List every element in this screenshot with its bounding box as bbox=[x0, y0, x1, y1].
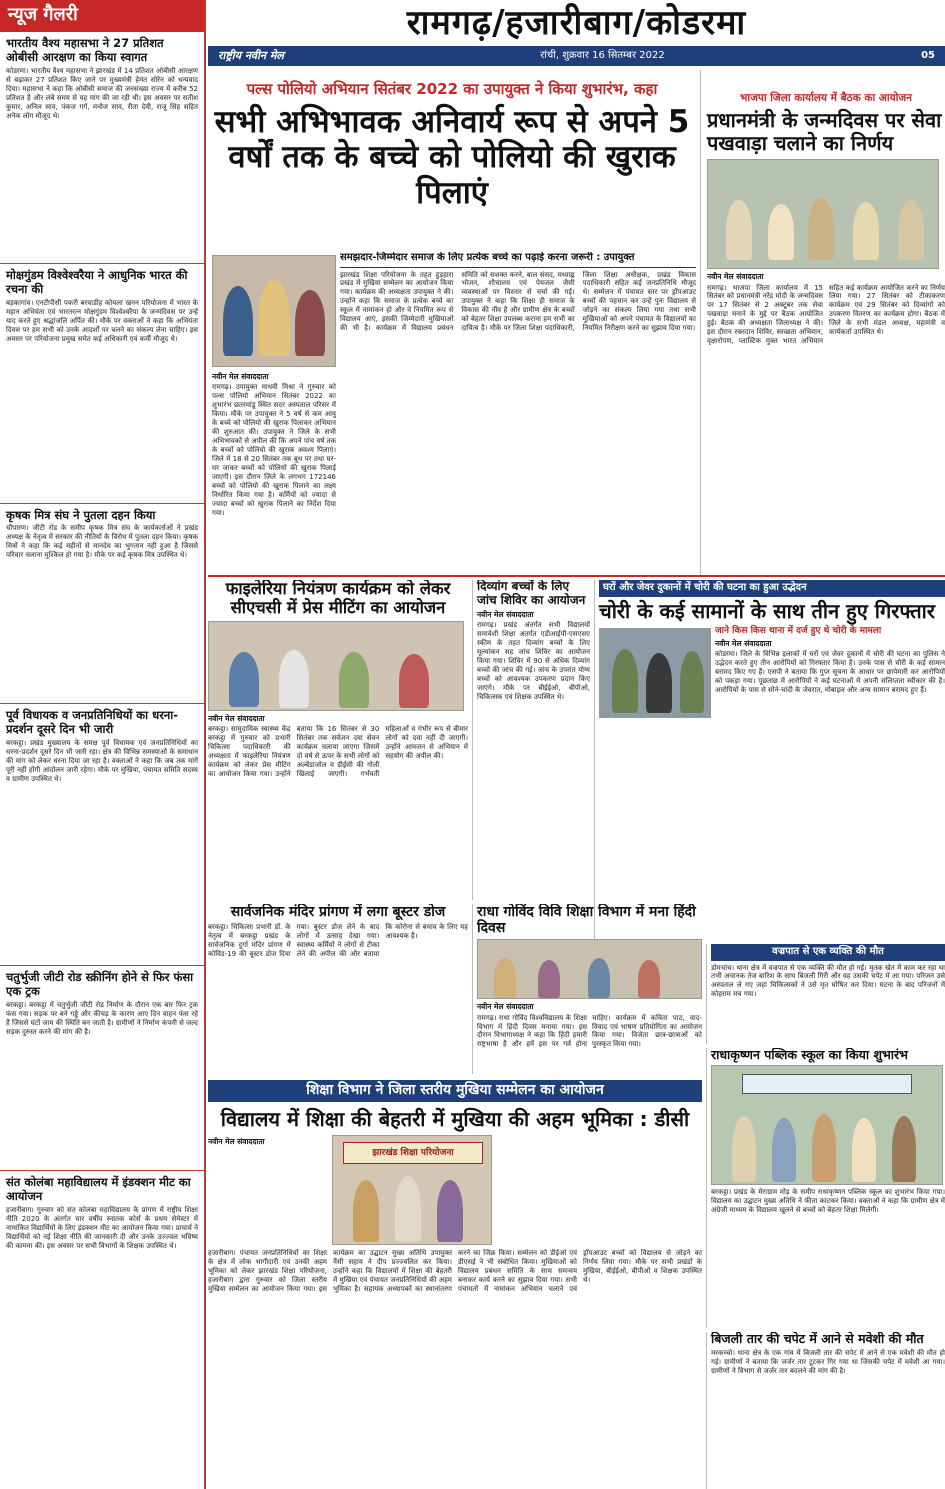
photo-figure bbox=[229, 652, 259, 707]
photo-figure bbox=[494, 958, 516, 998]
press-meeting-photo bbox=[208, 621, 464, 711]
hindi-day-body: रामगढ़। राधा गोविंद विश्वविद्यालय के शिक्षा विभाग में हिंदी दिवस मनाया गया। इस दौरान विभागाध्यक्ष ने कहा कि हिंदी हमारी राष्ट्रभाषा है और हमें इस पर गर्व होना चाहिए। कार्यक्रम में कविता पाठ, वाद-विवाद एवं भाषण प्रतियोगिता का आयोजन किया गया। विजेता छात्र-छात्राओं को पुरस्कृत किया गया। bbox=[477, 1013, 702, 1049]
left-story bbox=[0, 966, 204, 1171]
school-photo bbox=[711, 1065, 943, 1185]
left-story-body: हजारीबाग। गुरुवार को संत कोलंबा महाविद्यालय के प्रांगण में राष्ट्रीय शिक्षा नीति 2020 के अंतर्गत चार वर्षीय स्नातक कोर्स के प्रथम सेमेस्टर में नामांकित विद्यार्थियों के लिए इंडक्शन मीट का आयोजन किया गया। प्राचार्य ने विद्यार्थियों को नई शिक्षा नीति की जानकारी दी और उनके उज्ज्वल भविष्य की कामना की। इस अवसर पर सभी विभागों के शिक्षक उपस्थित थे। bbox=[6, 1205, 198, 1250]
photo-figure bbox=[399, 654, 429, 708]
news-gallery-column bbox=[0, 0, 206, 1489]
hindi-day-headline: राधा गोविंद विवि शिक्षा विभाग में मना हिंदी दिवस bbox=[477, 904, 696, 937]
lead-byline: नवीन मेल संवाददाता bbox=[212, 372, 269, 381]
left-story bbox=[0, 504, 204, 704]
photo-figure bbox=[638, 960, 660, 998]
left-story-body: बरकट्ठा। बरकट्ठा में चतुर्भुजी जीटी रोड निर्माण के दौरान एक बार फिर ट्रक फंस गया। सड़क पर बने गड्ढे और कीचड़ के कारण आए दिन वाहन फंस रहे हैं जिससे घंटों जाम की स्थिति बन जाती है। ग्रामीणों ने निर्माण कंपनी से जल्द सड़क दुरुस्त करने की मांग की है। bbox=[6, 1000, 198, 1036]
theft-body: कोडरमा। जिले के विभिन्न इलाकों में घरों एवं जेवर दुकानों में चोरी की घटना का पुलिस ने उद्भेदन करते हुए तीन आरोपियों को गिरफ्तार किया है। उनके पास से चोरी के कई सामान बरामद किए गए हैं। एसपी ने बताया कि गुप्त सूचना के आधार पर छापेमारी कर आरोपियों को पकड़ा गया। पूछताछ में आरोपियों ने कई घटनाओं में अपनी संलिप्तता स्वीकार की है। आरोपियों के पास से सोने-चांदी के जेवरात, मोबाइल और अन्य सामान बरामद हुए हैं। bbox=[715, 650, 945, 694]
booster-story bbox=[208, 904, 468, 1074]
photo-figure bbox=[646, 653, 672, 713]
pm-birthday-story bbox=[700, 70, 945, 575]
polio-photo bbox=[212, 255, 336, 367]
theft-story bbox=[594, 580, 945, 940]
photo-figure bbox=[898, 200, 924, 260]
divyang-body: रामगढ़। प्रखंड अंतर्गत सभी विद्यालयों समावेशी शिक्षा अंतर्गत एडीआईपी-एसएसए स्कीम के तहत दिव्यांग बच्चों के लिए मूल्यांकन सह जांच शिविर का आयोजन किया गया। शिविर में 90 से अधिक दिव्यांग बच्चों की जांच की गई। जांच के उपरांत योग्य बच्चों को आवश्यक उपकरण प्रदान किए जाएंगे। मौके पर बीईईओ, बीपीओ, चिकित्सक एवं शिक्षक उपस्थित थे। bbox=[477, 620, 590, 701]
divyang-headline: दिव्यांग बच्चों के लिए जांच शिविर का आयोजन bbox=[477, 580, 586, 607]
mukhiya-col bbox=[208, 1135, 326, 1245]
education-story bbox=[340, 252, 696, 572]
electric-story bbox=[706, 1332, 945, 1489]
pm-body: रामगढ़। भाजपा जिला कार्यालय में 15 सितंबर को प्रधानमंत्री नरेंद्र मोदी के जन्मदिवस पर 17 सितंबर से 2 अक्टूबर तक सेवा पखवाड़ा मनाने के मुद्दे पर बैठक आयोजित हुई। बैठक की अध्यक्षता जिलाध्यक्ष ने की। इस दौरान रक्तदान शिविर, स्वच्छता अभियान, वृक्षारोपण, प्लास्टिक मुक्त भारत अभियान सहित कई कार्यक्रम आयोजित करने का निर्णय लिया गया। 27 सितंबर को टीकाकरण कार्यक्रम एवं 29 सितंबर को दिव्यांगों को उपकरण वितरण का कार्यक्रम होगा। बैठक में जिले के सभी मंडल अध्यक्ष, महामंत्री व कार्यकर्ता उपस्थित थे। bbox=[707, 283, 945, 346]
left-story-body: बड़कागांव। एनटीपीसी पकरी बरवाडीह कोयला खनन परियोजना में भारत के महान अभियंता एवं भारतरत्न मोक्षगुंडम विश्वेश्वरैया के जन्मदिवस पर उन्हें याद करते हुए श्रद्धांजलि अर्पित की। मौके पर वक्ताओं ने कहा कि अभियंता दिवस पर हम सभी को उनके आदर्शों पर चलने का संकल्प लेना चाहिए। इस अवसर पर परियोजना प्रमुख समेत कई अधिकारी एवं कर्मी मौजूद थे। bbox=[6, 298, 198, 343]
filaria-body: बरकट्ठा। सामुदायिक स्वास्थ्य केंद्र बरकट्ठा में गुरुवार को प्रभारी चिकित्सा पदाधिकारी की अध्यक्षता में फाइलेरिया नियंत्रण कार्यक्रम को लेकर प्रेस मीटिंग का आयोजन किया गया। उन्होंने बताया कि 16 सितंबर से 30 सितंबर तक सर्वजन दवा सेवन कार्यक्रम चलाया जाएगा जिसमें दो वर्ष से ऊपर के सभी लोगों को अल्बेंडाजोल व डीईसी की गोली खिलाई जाएगी। गर्भवती महिलाओं व गंभीर रूप से बीमार लोगों को दवा नहीं दी जाएगी। उन्होंने आमजन से अभियान में सहयोग की अपील की। bbox=[208, 725, 468, 779]
theft-sub-kicker: जाने किस किस थाना में दर्ज हुए थे चोरी के मामला bbox=[715, 625, 882, 636]
hindi-day-byline: नवीन मेल संवाददाता bbox=[477, 1002, 534, 1012]
education-body: झारखंड शिक्षा परियोजना के तहत हुड़हारा प्रखंड में मुखिया सम्मेलन का आयोजन किया गया। कार्यक्रम की अध्यक्षता उपायुक्त ने की। उन्होंने कहा कि समाज के प्रत्येक बच्चे का स्कूल में नामांकन हो और वे नियमित रूप से विद्यालय आएं, इसकी जिम्मेदारी मुखियाओं की भी है। कार्यक्रम में विद्यालय प्रबंधन समिति को सशक्त करने, बाल संसद, मध्याह्न भोजन, शौचालय एवं पेयजल जैसी व्यवस्थाओं पर विस्तार से चर्चा की गई। उपायुक्त ने कहा कि शिक्षा ही समाज के विकास की नींव है और ग्रामीण क्षेत्र के बच्चों को बेहतर शिक्षा उपलब्ध कराना हम सभी का दायित्व है। मौके पर जिला शिक्षा पदाधिकारी, जिला शिक्षा अधीक्षक, प्रखंड विकास पदाधिकारी सहित कई जनप्रतिनिधि मौजूद थे। सम्मेलन में पंचायत स्तर पर ड्रॉपआउट बच्चों की पहचान कर उन्हें पुनः विद्यालय से जोड़ने का संकल्प लिया गया तथा सभी मुखियाओं को अपने पंचायत के विद्यालयों का नियमित निरीक्षण करने का सुझाव दिया गया। bbox=[340, 270, 696, 333]
left-story-headline: भारतीय वैश्य महासभा ने 27 प्रतिशत ओबीसी आरक्षण का किया स्वागत bbox=[6, 36, 164, 65]
main-page bbox=[208, 0, 945, 1489]
hindi-day-photo bbox=[477, 939, 702, 999]
photo-figure bbox=[892, 1116, 916, 1182]
mukhiya-content bbox=[208, 1135, 702, 1245]
electric-body: मरकच्चो। थाना क्षेत्र के एक गांव में बिजली तार की चपेट में आने से एक मवेशी की मौत हो गई। ग्रामीणों ने बताया कि जर्जर तार टूटकर गिर गया था जिसकी चपेट में मवेशी आ गया। ग्रामीणों ने विभाग से जर्जर तार बदलने की मांग की है। bbox=[711, 1349, 945, 1376]
bjp-meeting-photo bbox=[707, 159, 939, 269]
electric-headline: बिजली तार की चपेट में आने से मवेशी की मौत bbox=[711, 1332, 924, 1346]
photo-figure bbox=[808, 198, 834, 260]
left-story-headline: मोक्षगुंडम विश्वेश्वरैया ने आधुनिक भारत की रचना की bbox=[6, 268, 188, 297]
mukhiya-photo bbox=[332, 1135, 492, 1245]
photo-figure bbox=[395, 1176, 421, 1242]
theft-byline: नवीन मेल संवाददाता bbox=[715, 638, 772, 648]
left-story-headline: पूर्व विधायक व जनप्रतिनिधियों का धरना-प्रदर्शन दूसरे दिन भी जारी bbox=[6, 708, 179, 737]
death-kicker: वज्रपात से एक व्यक्ति की मौत bbox=[711, 944, 945, 961]
mukhiya-banner: झारखंड शिक्षा परियोजना bbox=[343, 1142, 483, 1164]
region-title: रामगढ़/हजारीबाग/कोडरमा bbox=[406, 2, 747, 43]
left-story-body: कोडरमा। भारतीय वैश्य महासभा ने झारखंड में 14 प्रतिशत ओबीसी आरक्षण से बढ़ाकर 27 प्रतिशत किए जाने पर मुख्यमंत्री हेमंत सोरेन को धन्यवाद दिया। महासभा ने कहा कि ओबीसी समाज की जनसंख्या राज्य में करीब 52 प्रतिशत है और लंबे समय से यह मांग की जा रही थी। इस अवसर पर सतीश कुमार, अनिल साव, पंकज गर्ग, मनोज साव, रीता देवी, राजू सिंह सहित अनेक लोग मौजूद थे। bbox=[6, 66, 198, 120]
photo-figure bbox=[768, 204, 794, 260]
booster-body: बरकट्ठा। चिकित्सा प्रभारी डॉ. के नेतृत्व में बरकट्ठा प्रखंड के सार्वजनिक दुर्गा मंदिर प्रांगण में कोविड-19 की बूस्टर डोज दिया गया। बूस्टर डोज लेने के बाद लोगों में उत्साह देखा गया। स्वास्थ्य कर्मियों ने लोगों से टीका लेने की अपील की और बताया कि कोरोना से बचाव के लिए यह आवश्यक है। bbox=[208, 923, 468, 958]
region-header bbox=[208, 0, 945, 46]
photo-figure bbox=[812, 1114, 836, 1182]
mukhiya-body: हजारीबाग। पंचायत जनप्रतिनिधियों का शिक्षा के क्षेत्र में लोक भागीदारी एवं उनकी अहम भूमिका को लेकर झारखंड शिक्षा परियोजना, हजारीबाग द्वारा गुरुवार को जिला स्तरीय मुखिया सम्मेलन का आयोजन किया गया। इस कार्यक्रम का उद्घाटन मुख्य अतिथि उपायुक्त नैंसी सहाय ने दीप प्रज्ज्वलित कर किया। उन्होंने कहा कि विद्यालयों में शिक्षा की बेहतरी में मुखिया एवं पंचायत जनप्रतिनिधियों की अहम भूमिका है। सहायक अध्यापकों का स्थानांतरण करने का जिक्र किया। सम्मेलन को डीईओ एवं डीएसई ने भी संबोधित किया। मुखियाओं को विद्यालय प्रबंधन समिति के साथ समन्वय बनाकर कार्य करने का सुझाव दिया गया। सभी पंचायतों में नामांकन अभियान चलाने एवं ड्रॉपआउट बच्चों को विद्यालय से जोड़ने का निर्णय लिया गया। मौके पर सभी प्रखंडों के मुखिया, बीईईओ, बीपीओ व शिक्षक उपस्थित थे। bbox=[208, 1249, 702, 1293]
pm-headline: प्रधानमंत्री के जन्मदिवस पर सेवा पखवाड़ा चलाने का निर्णय bbox=[707, 108, 942, 156]
newspaper-logo: राष्ट्रीय नवीन मेल bbox=[218, 49, 284, 63]
filaria-story bbox=[208, 580, 468, 900]
photo-figure bbox=[353, 1180, 379, 1242]
lead-body-text: रामगढ़। उपायुक्त माधवी मिश्रा ने गुरुवार को पल्स पोलियो अभियान सितंबर 2022 का शुभारंभ छतरमांडू स्थित सदर अस्पताल परिसर में किया। मौके पर उपायुक्त ने 5 वर्ष से कम आयु के बच्चे को पोलियो की खुराक पिलाकर अभियान की शुरुआत की। उपायुक्त ने जिले के सभी अभिभावकों से अपील की कि अपने पांच वर्ष तक के बच्चों को पोलियो की खुराक अवश्य पिलाएं। जिले में 18 से 20 सितंबर तक बूथ पर तथा घर-घर जाकर बच्चों को पोलियो की खुराक पिलाई जाएगी। इस दौरान जिले के लगभग 172146 बच्चों को पोलियो की खुराक पिलाने का लक्ष्य निर्धारित किया गया है। कर्मियों को ज्यादा से ज्यादा बच्चों को खुराक पिलाने का निर्देश दिया गया। bbox=[212, 383, 336, 517]
photo-figure bbox=[437, 1180, 463, 1242]
divyang-byline: नवीन मेल संवाददाता bbox=[477, 609, 534, 619]
death-story bbox=[706, 944, 945, 1044]
theft-kicker: घरों और जेवर दुकानों में चोरी की घटना का हुआ उद्भेदन bbox=[599, 580, 945, 597]
lead-body bbox=[212, 370, 336, 575]
mukhiya-byline: नवीन मेल संवाददाता bbox=[208, 1137, 265, 1146]
mukhiya-section bbox=[208, 1080, 702, 1489]
mukhiya-headline: विद्यालय में शिक्षा की बेहतरी में मुखिया की अहम भूमिका : डीसी bbox=[220, 1107, 690, 1131]
photo-figure bbox=[279, 650, 309, 708]
lead-headline: सभी अभिभावक अनिवार्य रूप से अपने 5 वर्षों तक के बच्चे को पोलियो की खुराक पिलाएं bbox=[214, 103, 690, 212]
divider bbox=[208, 575, 945, 577]
photo-figure bbox=[588, 958, 610, 998]
photo-figure bbox=[680, 651, 704, 713]
photo-figure bbox=[732, 1116, 756, 1182]
photo-figure bbox=[852, 1118, 876, 1182]
school-sign bbox=[742, 1074, 912, 1094]
photo-figure bbox=[339, 652, 369, 708]
photo-figure bbox=[772, 1118, 796, 1182]
school-headline: राधाकृष्णन पब्लिक स्कूल का किया शुभारंभ bbox=[711, 1048, 908, 1062]
lead-story bbox=[208, 70, 696, 250]
pm-byline: नवीन मेल संवाददाता bbox=[707, 272, 764, 282]
left-story-body: बरकट्ठा। प्रखंड मुख्यालय के समक्ष पूर्व विधायक एवं जनप्रतिनिधियों का धरना-प्रदर्शन दूसरे दिन भी जारी रहा। क्षेत्र की विभिन्न समस्याओं के समाधान की मांग को लेकर धरना दिया जा रहा है। वक्ताओं ने कहा कि जब तक मांगें पूरी नहीं होंगी आंदोलन जारी रहेगा। मौके पर मुखिया, पंचायत समिति सदस्य व ग्रामीण उपस्थित थे। bbox=[6, 738, 198, 783]
left-story bbox=[0, 32, 204, 264]
news-gallery-header: न्यूज गैलरी bbox=[0, 0, 204, 32]
school-body: बरकट्ठा। प्रखंड के मेराग्राम मोड़ के समीप राधाकृष्णन पब्लिक स्कूल का शुभारंभ किया गया। विद्यालय का उद्घाटन मुख्य अतिथि ने फीता काटकर किया। वक्ताओं ने कहा कि ग्रामीण क्षेत्र में अंग्रेजी माध्यम के विद्यालय खुलने से बच्चों को बेहतर शिक्षा मिलेगी। bbox=[711, 1188, 945, 1215]
photo-figure bbox=[258, 280, 290, 356]
left-story-headline: चतुर्भुजी जीटी रोड स्क्रीनिंग होने से फिर फंसा एक ट्रक bbox=[6, 970, 194, 999]
photo-figure bbox=[853, 202, 879, 260]
masthead-strip bbox=[208, 46, 945, 66]
left-story bbox=[0, 264, 204, 504]
left-story-body: चौपारण। जीटी रोड के समीप कृषक मित्र संघ के कार्यकर्ताओं ने प्रखंड अध्यक्ष के नेतृत्व में सरकार की नीतियों के विरोध में पुतला दहन किया। कृषक मित्रों ने कहा कि कई महीनों से मानदेय का भुगतान नहीं हुआ है जिससे परिवार चलाना मुश्किल हो गया है। मौके पर कई कृषक मित्र उपस्थित थे। bbox=[6, 524, 198, 560]
photo-figure bbox=[223, 286, 253, 356]
pm-kicker: भाजपा जिला कार्यालय में बैठक का आयोजन bbox=[739, 92, 913, 104]
left-story bbox=[0, 1171, 204, 1489]
lead-kicker: पल्स पोलियो अभियान सितंबर 2022 का उपायुक्त ने किया शुभारंभ, कहा bbox=[246, 80, 658, 98]
photo-figure bbox=[612, 649, 638, 713]
filaria-byline: नवीन मेल संवाददाता bbox=[208, 713, 265, 723]
divyang-story bbox=[472, 580, 590, 900]
theft-headline: चोरी के कई सामानों के साथ तीन हुए गिरफ्तार bbox=[599, 598, 935, 623]
arrest-photo bbox=[599, 628, 711, 718]
education-kicker: समझदार-जिम्मेदार समाज के लिए प्रत्येक बच्चे का पढ़ाई करना जरूरी : उपायुक्त bbox=[340, 252, 696, 268]
dateline: रांची, शुक्रवार 16 सितम्बर 2022 bbox=[540, 49, 665, 61]
hindi-day-story bbox=[472, 904, 702, 1074]
mukhiya-section-bar: शिक्षा विभाग ने जिला स्तरीय मुखिया सम्मेलन का आयोजन bbox=[208, 1080, 702, 1102]
school-story bbox=[706, 1048, 945, 1328]
photo-figure bbox=[295, 290, 325, 356]
left-story-headline: कृषक मित्र संघ ने पुतला दहन किया bbox=[6, 508, 156, 522]
left-story bbox=[0, 704, 204, 966]
page-number: 05 bbox=[921, 49, 935, 61]
photo-figure bbox=[538, 960, 560, 998]
death-body: डोमचांच। थाना क्षेत्र में वज्रपात से एक व्यक्ति की मौत हो गई। मृतक खेत में काम कर रहा था तभी अचानक तेज बारिश के साथ बिजली गिरी और वह उसकी चपेट में आ गया। परिजन उसे अस्पताल ले गए जहां चिकित्सकों ने उसे मृत घोषित कर दिया। घटना के बाद परिजनों में कोहराम मच गया। bbox=[711, 963, 945, 999]
left-story-headline: संत कोलंबा महाविद्यालय में इंडक्शन मीट का आयोजन bbox=[6, 1175, 191, 1204]
photo-figure bbox=[726, 200, 752, 260]
filaria-headline: फाइलेरिया नियंत्रण कार्यक्रम को लेकर सीएचसी में प्रेस मीटिंग का आयोजन bbox=[225, 580, 451, 617]
booster-headline: सार्वजनिक मंदिर प्रांगण में लगा बूस्टर डोज bbox=[230, 904, 446, 920]
